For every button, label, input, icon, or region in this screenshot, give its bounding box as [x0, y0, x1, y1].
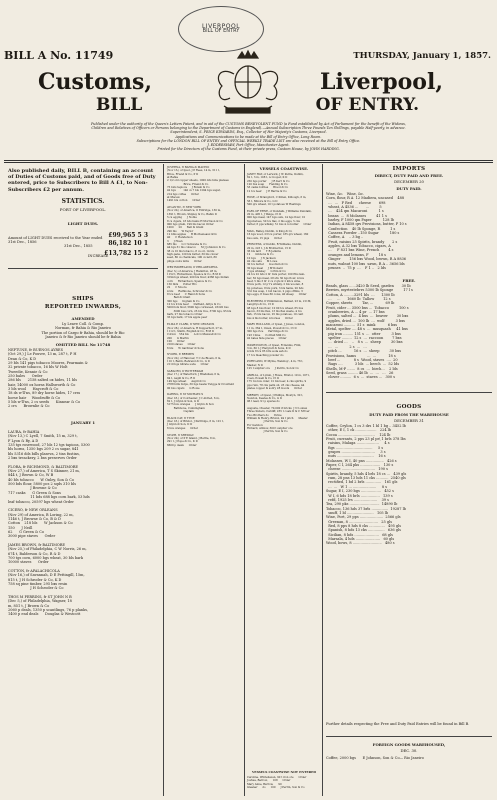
imports-heading: IMPORTS — [392, 166, 426, 172]
light-dues-heading: LIGHT DUES. — [67, 221, 99, 226]
coastwise-heading: VESSELS COASTWISE. — [259, 166, 309, 171]
goods-heading: GOODS — [396, 404, 422, 410]
statistics-port: PORT OF LIVERPOOL. — [59, 207, 107, 212]
coastwise-out-entries: Caroline, Whitehaven, 90 t iron ore Order Joshua, Barrow, 108 Order Mary Anne, Barrow, 90 Gleaner do 100 J Perrin, Son & Co — [247, 776, 307, 790]
royal-crest-icon — [200, 48, 296, 120]
header-rule — [4, 162, 493, 163]
stamp-top-text: LIVERPOOL — [201, 22, 241, 30]
customs-title: Customs, — [38, 69, 153, 95]
goods-list: Coffee, Ceylon, 1 cs 3 drs 1 bl 1 bg .. 3452 lb other, E I, 1 ck ................... 224 lb Cocoa ................................. 124 lb Fruit, currants, 2 pps 23 pl pr\ 1 brls 378 lbs raisins, Malaga .................... 4 s figs ................................. 5 s grapes .............................. 3 s nuts ................................. 16 s Molasses, W I, 40 pns ................ 426 s Paper, C l, 264 pks .................. 130 s cheese .............................. 190 s Spirits, brandy, 5 hds 4 brls 18 cs ... 439 gls rum, 28 pns 13 hds 11 cks ........... 2540 gls rectified, 1 bd 2 brls .............. 161 gls ... ... W 1 ... ..................... 8 s Sugar, E I, 230 bgs .................. 452 s W I, 6 hds 18 brls ................. 139 s refd, 1925 lvs ..................... 39 s Tea, 290 pks ........................... 14890 lb Tobacco, 136 hds 37 brls ............... 19287 lb snuff, 1 bl ........................ 105 lb Wine, Port, 29 pps ..................... 2566 gls Greenan, 8 .......................... 25 gls Red, 8 pps 8 hds 8 cks .............. 495 gls Spanish, 8 hds 13 cks ............... 636 gls Sicilian, 8 hds ...................... 68 gls Marsala, 4 hds ...................... 60 gls Wood, bows, 8 .......................... 480 s — [326, 424, 407, 546]
section-rule — [326, 392, 492, 393]
preamble-line: Published under the authority of the Queen's Letters Patent, and in aid of the CUSTOMS BENEVOLENT FUND (a Fund established by Act of Parliament for the benefit of the Widows, — [90, 122, 407, 126]
preamble-line: Children and Relatives of Officers or Persons belonging to the Department of Customs in England).—Annual Subscription Three Pounds Ten Shillings, payable Half-yearly, in advance. — [91, 126, 406, 131]
coastwise-entries: JANET HAY, of Lerwick, J W Petrie, Dublin, 62 t, 3 m, 108 t, A Cooper, K D 250 bgs porter J R Kerr & Co 120 bxs soap Fielding & Co 53 casks bottles Blood & Co 12 tcs beef J E Barrie & Co ROSE, of Strangford, C Killen, Killough, 6 m, 56 t, Minore & Co, G D 500 qrs wheat, 10 t potatoes W Hastings EARL OF ERNE, of Dundalk, J Williams Dundalk, 20 m, 405 t, J Weige, Ct D 900 bgs meal, 147 bgs oats, 14 bgs flour, 10 hypotatoes, 50 tcs flax, 2 bls eggs, 5 cks butter, 6 pps whisky, 51 bxs 4 cs butter Order MAIL, Balley, Dublin, G King & Co 16 bgs wool, 23 tcs porter, 185 qrs wheat, 160 bus oats, 15 pigs Order PRINCESS, of Dublin, B Williams, Dublin, 20 m, 223 t, J & Brotherton, Ct D 36 bls lard T B Jenkins 12 Gibbons & Co 10 bgs J N Jackson 42 cks oats M Lowe 30 tcs butter Goodwin & Co 30 bgs meal J M'Donald 7 pps whiskey G Pim & Co 24 tcs 22 bds 2 bl' bxls porter, 100 fths lam- ber, 50 bgs meal, 28 shv 30 bgs flour, 4 bxs beef, 5 bls 3 bl' 2 cs 2 qts & 2 kitcs wine, 8 bxs pork, 12 p'r's whisky, 2 bls woolen, 8 bp potatoes, 8 bls pork, 3 bls hams, 20 hds 3 bl bxs soap, 1 bxl bacon, 2 pigs offlins, 3 bgs eggs, 8 bxes 60 cows, 40 sheep Order BLENHEIM, fr Plinlimmon, Belfast, 23 m, 2118t, Langtrys & Co, Ct D 98 bgs 8 bxs flour, 10 90 tcs wheat, 65 bxs bacon, 33 bls flax, 13 bls flax waste, 4 tcs fish, 15 bls bacon, 25 bls potatoes, 10 cant bxs 4 bls butter, 4 horses Order MARY HOLLAND, of Ipwel, J Jones, London, 11 m, 364 t, Owen, Powell & Co, Ct D 300 bgs rice Partridge & Co 193 t lime Cottrell Mill Co 42 bales hide pieces Order WASHINGTON, of Ipwel, R Dennis, Flint, 3 m, 60 t, J Hargrett & Sons, K D 4 hds 8 tcs 85 brls soda ash do 17 tcs bleaching powder do PORTLAND, W Mylne, Welshop', 4 m, 76 t, Master, N D 125 t sulphur ore J Perrin, Son & Co AMELIA, of Lymm, J Howe, Bristol, 19 m, 1071, Coen, Powell & Co, Ct D 175 tcs bxs cider, 12 bls beer, 4 cks spirits, 9 pps rum, 78 cks palm oil, 23 cks cheese, 44 plates copper & sodry 28 Goods Order MERSEY, of Ipwel, J Phillips, Mostyn, 30 t, Newton, Keates & Co, G D 96 t lead, 9 t p spares do Augusta, Chester, 70,000 if bricks J N Lomax Three Sisters, Cardiff, 235 t coals D & C M'Iver Two Brothers do Irvine William & Henry, Bristol, 94 t pitch Master J Perrin, Son & Co For Garston Richard, Arklow, 300 t sulphur ore J Perrin, Son & Co — [247, 173, 312, 434]
free-list: Beads, glass ......3420 lb Seed, garden 30 lb Berries, myrtestebrrs 5300 lb Sponge 17 l s Cotton, A .........3291 bls ... 1300 lb ... ... 1660 lb Tallow 12 s Copper, sheets Tar, ... 69 lb Fruit, cider ... 3500 bxs ... Tobacco 100 s cranberries, A ... 4 pr ... 17 bxs plums, salted ... 4 bxs ... beaver 30 bxs apples, dried ... 100 lb ... wolf 3 bxs macaroni .......... 51 s mink 6 bxs Metal, spelter .... 48 s ... musquash 41 bxs pig iron ......... 151 s ... otter 3 bxs spelter ......... 12 s ... raccoon 7 bxs ... dried ... .. 8 s ... sheep 30 bxs ... ... 2 s ... ... pitch ... 16 s ... sheep 30 bxs Provisions, hams ... ... 18 s beef ... 8 s Wood, staves .... 20 Rags .... 3 bls ... beech ... 52 lds Shells, M-P ....... 8 cs ... birch... 2 lds Seed, grass ......... 46 lb ... ... ... 26 clover .......... 6 s ... staves ... 300 s — [326, 284, 413, 380]
foreign-goods-heading: FOREIGN GOODS WAREHOUSED, — [372, 742, 446, 747]
liverpool-title: Liverpool, — [320, 69, 443, 95]
preamble-line: Applications and Communications to be made at the Bill of Entry Office, Long Room. — [175, 134, 322, 139]
omitted-heading: OMITTED BILL No 11748 — [55, 342, 111, 347]
imports-subheading: DIRECT, DUTY PAID AND FREE. — [374, 173, 444, 178]
light-dues-label: Amount of LIGHT DUES received to the Year ended 31st Dec., 1856 — [8, 236, 103, 245]
section-rule — [326, 736, 492, 737]
section-rule — [8, 268, 158, 269]
preamble-line: Printed for the Directors of the Customs Fund, at their private press, Custom House, by JOHN HARDING. — [157, 147, 340, 152]
light-dues-amount: 86,182 10 1 — [108, 240, 148, 247]
light-dues-label: INCREASE — [88, 254, 109, 258]
foreign-goods-date: DEC. 30. — [400, 748, 418, 753]
omitted-entries: NEPTUNE, fr BUENOS AYRES (Oct 29,) J Le Fouvre, 13 m, 287 t, P H Dean & Co, K D 29 bls 141 pigs tobacco Moores, Pearmain & 32 private tobacco, 16 bls W Holt Tweedie, Kennie & Co 250 bales Order 286 bls 2158 salted ox hides, 11 bls hair, 14000 ox horns Hallsworth & Co 3 bls wool Haycroft & Co 18 ds w'll'ns, 89 dry horse hides, 17 crss horse hair Woodruffe & Co 5 bls w'll'ns, 2 cs seeds Kinnear & Co 2 crs Brownlie & Co — [8, 348, 88, 409]
goods-subheading: DUTY PAID FROM THE WAREHOUSE — [369, 412, 449, 417]
amended-text: Ly Leave Coll. & Comp. Norman, fr Bahia & Rio Janeiro The portion of Cargo fr Bahia, should be fr Rio Janeiro & fr Rio Janeiro should be fr Bahia — [41, 322, 125, 340]
inward-entries: LAURA, fr BAHIA (Nov 13,) C Lyell, 7 Smith, 15 m, 329 t, F Lyon & Ry, A D 135 tgs rosewood, 27 bls 12 tgs tapioca, 5300 bls horns, 1350 bgs 209 2 cs sugar, 841 bls 5316 dds bills plaseva, 2 tins fustins, 2 bxs treackery, 2 bxs preserves Order FLORA, fr RICHMOND, & BALTIMORE (Nov 27,) of America, T S Skinner, 21 m, 844 t, J Brown & Co, W B 40 bls tobacco W Onley, Son & Co 500 bds flour, 5800 pcs 2 sqds 310 bls J Browne & Co 717 casks G Green & Sons 11 bds 688 bgs corn bark, 53 hds leaf tobacco, 20597 bgs wheat Order CICERO, fr NEW ORLEANS (Nov 29) of America, B Loring, 22 m, 1146 t, J Browne & Co, B & D Cotton 218 bls W Jackson & Co 150 J Neill 62 G Green & Co 3000 pipe staves Order JAMES BROWN, fr BALTIMORE (Nov 25,) of Philadelphia, C W Norris, 26 m, 674 t, Balderson & Co, R & D 700 tgs corn, 6000 bgs wheat, 30 bls bark 10000 staves Order COTTON, fr APALACHICOLA (Nov 16,) of Savannah, D E Pettingill, 15m, 815 t, J H Schroder & Co, K D 758 sq pine timber, 295 bxs resin J H Schroder & Co THOS M PERRINS, fr ST JOHN N B (Dec 5,) of Philadelphia, Wagner, 18 m, 851 t, J Brown & Co 2060 p deals, 1350 p scantlings, 76 p planks, 1400 p end deals Douglas & Westcott — [8, 430, 90, 617]
light-dues-amount: £99,965 5 3 — [108, 232, 148, 239]
reported-inwards-heading: REPORTED INWARDS, — [44, 304, 122, 310]
foreign-goods-list: Coffee, 2000 bgs E Johnson, Son & Co— Rio Janeiro — [326, 756, 424, 760]
light-dues-row — [8, 250, 158, 258]
header-rule — [4, 160, 493, 161]
preamble — [8, 122, 489, 151]
statistics-heading: STATISTICS. — [61, 198, 105, 205]
bill-b-notice: Also published daily, BILL B, containing an account of Duties of Customs paid, and of Goods free of Duty entered, price to Subscribers to Bill A £1, to Non-Subscribers £2 per annum. — [8, 168, 156, 193]
column-divider — [244, 164, 245, 796]
january-heading: JANUARY 1 — [70, 420, 96, 425]
goods-date: DECEMBER 31 — [394, 418, 424, 423]
coastwise-out-heading: VESSELS COASTWISE NOT ENTERED — [251, 770, 317, 774]
preamble-line: J. EDDERSHAW, Port Office, Manchester Agent. — [207, 143, 290, 148]
further-details: Further details respecting the Free and Duty Paid Entries will be found in Bill B. — [326, 722, 470, 726]
column-divider — [163, 164, 164, 796]
issue-date: THURSDAY, January 1, 1857. — [353, 51, 491, 61]
duty-paid-heading: DUTY PAID. — [396, 186, 422, 191]
inward-entries-2: JUVERNA, fr BAHIA & MACEIO (Nov 13,) of Ipsol, J P Rees, 14 m, 311 t, Brice, Friend & Co, P D at Bahia 2 1/2 old copper sheets, 1000 dds hide planses Brice, Friend & Co 75 bxls tapioca J Rolain & Co 42 bgs 140 cs 7 bls 1294 bgs sugar, 214 bgs coffee Order at Maceio 1491 bls cotton Order ATLANTIC, fr NEW YORK (Nov 20,) of America, O Eldridge, 130 m, 1391 t, Brown, Shipley & Co, Bahm D 5 cs egging J Noble 8 cs cigars, 18 bds hams H Morrison & Co 900 bgs grain, 199 bls bacon Order 1000 20 Bell & Grant 290 bls W Taylor 12 bbls apples B Moliveneaux &Co 40 C Henderson 3 J Hoan 685 bls G C Schwabe & Co 44 bgs 31 bls cobacco M J Johnston & Co 38 cs 10 bls tobacco, 8 cs oil, 14 bls high-pans, 120 bls butter, 30 bls clover seed, 80 cs chemicals, 190 cs lard, 80 phiga costs mibs Order WESTMORELAND, fr PHILADELPHIA (Dec 3,) of America, J Hamilton, 28 m, 1152 t, Richardson, Spence & Co, B M D 3194 bgs wheat, 200 bls flour, 4366 bgs Indian corn Richardson, Spence & Co 150 bbls Potter Bro 22 C Moore 4 bls Rathbone, Schroder & Co 8 tcs beef C Hand & Sons Bell & Grant 300 bgs Ingram & Co 10 tcs 9 bls beef Duffield, Alltys & Co 5000 bds flour, 5600 bgs cornweed, 23220 bus 3000 bus corn, 25 bls rice, 3700 bgs, 95 bls bark, 27 bls tobacco Order 35 bgs bark, 17 bls apple pear ELIZA E CLARK, fr NEW ORLEANS (Nov 28,) of America, H Kupperholt, 27 m, 1112 t, Smith, English & Co, R M D Cotton 554 bls A & G Maxwell & Co 200 G Martin 100 Order 2100 staves Order 6 bls W Gardiner & Sons NYORD, fr BREMEN (Nov 20,) of Hanover, T C de Bloem, 6 m, 110 t, Balck, Behrend & Co, G D 2110 bgs nitrate soda Order SARACEN, fr ROTTERDAM (Dec 17,) of Waterford, J Bradshaw, 6 m, 84 t, Asgill & Co, R D 149 bgs wheat Asgill & Co 2788 bills bxtps, 30 bgs beans Twigge & Crowfield 90 bxs cigars G Rowe DARING, fr ST MICHAEL'S (Dec 18,) of Colchester, J C Aldred, 6 m, 62 t, J Glynn & Son, G D 5175 bxs oranges J Glynn & Son Rathbone, Cunningham Captain BLACK CAT, fr TYNE (Dec 18,) of Bristol, J Partridge, 6 m, 101 t, J Glynn & Son, D D 6 bxs oranges Order SYLPH, fr SHEDIAC (Nov 29,) of P E Island, J Bertle, 8 m, 291 t, J Pope & Co, K D 6600 p deals Order — [167, 166, 234, 447]
liverpool-stamp — [178, 6, 264, 52]
column-divider — [322, 164, 323, 796]
free-heading: FREE. — [402, 278, 416, 283]
entry-subtitle: OF ENTRY. — [315, 95, 419, 115]
preamble-line: Subscriptions for the LONDON BILL OF ENTRY and OFFICIAL WEEKLY TRADE LIST are also received at the Bill of Entry Office. — [136, 138, 361, 143]
light-dues-label: 31st Dec., 1855 — [64, 244, 93, 248]
bill-subtitle: BILL — [96, 95, 143, 115]
bill-number: BILL A No. 11749 — [4, 49, 114, 62]
imports-date: DECEMBER 20 — [394, 179, 424, 184]
amended-heading: AMENDED — [71, 316, 95, 321]
ships-heading: SHIPS — [72, 296, 94, 302]
light-dues-amount: £13,782 15 2 — [104, 250, 148, 257]
preamble-line: Superintendent, S. PRICE EDWARDS, Esq., Collector of Her Majesty's Customs, Liverpool. — [170, 130, 327, 135]
stamp-mid-text: BILL OF ENTRY — [202, 28, 240, 34]
duty-paid-list: Wine, &c. Wine, &c. Corn, flour, R A 12 Madiera, uncased 488 ... ... F Red cheese 698 wheat, A 4536 ... ... 5 ... 424 qm Macaroni 1 s beans ... 8 Molasses 41 1 s barley, F 1000 qm Paper 128 lb Indian, A 8458 qrs Provisions, butter, F 10 s Confection 40 lb Sponge, R 1 s Cassera Powder ..150 Sugar 180 s Coffee, A .. 3 bg .. Fruit, raisins 25 Spirits, brandy 2 s apples, A 32 bxs Tobacco, cigars, A ... F 831 bxs Wine, French 4 s oranges and lemons, F 18 s Ginger 156 bxs Wood, brown, R A 8836 nuts, walnut 100 bxs sawn, R A .. 3656 lds prunes .. 75 p ... F 1 .. 2 lds — [326, 192, 407, 270]
